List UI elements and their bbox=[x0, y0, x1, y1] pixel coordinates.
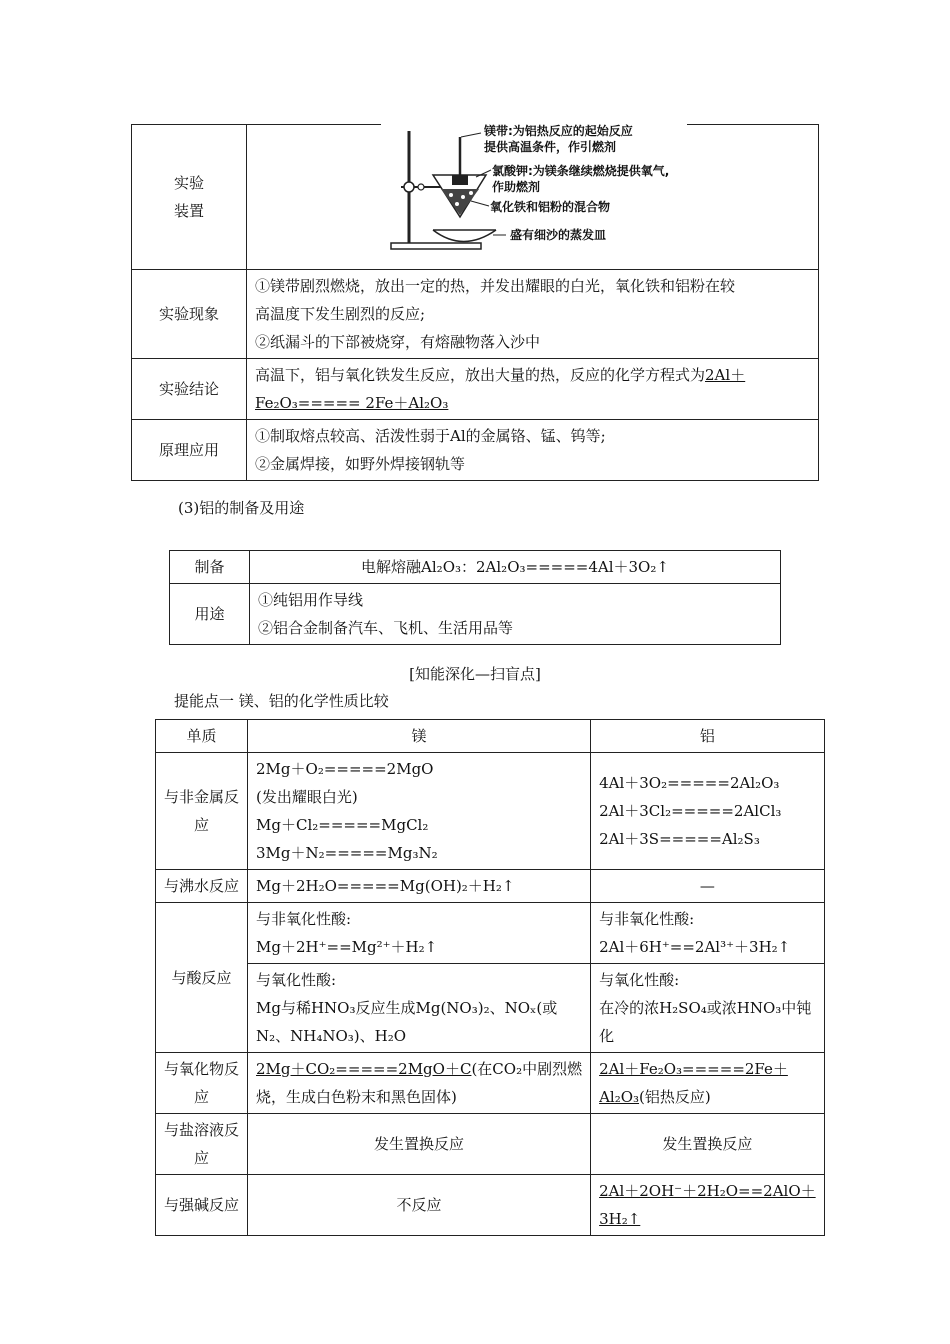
water-mg: Mg＋2H₂O=====Mg(OH)₂＋H₂↑ bbox=[248, 870, 591, 903]
water-row bbox=[156, 870, 825, 903]
apparatus-diagram-cell bbox=[247, 125, 819, 270]
conclusion-label: 实验结论 bbox=[132, 359, 247, 420]
phenomenon-label: 实验现象 bbox=[132, 270, 247, 359]
label-evaporating-dish: 盛有细沙的蒸发皿 bbox=[510, 228, 607, 242]
mg-al-comparison-table bbox=[155, 719, 825, 1236]
nonmetal-label: 与非金属反 应 bbox=[156, 753, 248, 870]
base-al: 2Al＋2OH⁻＋2H₂O==2AlO＋ 3H₂↑ bbox=[591, 1175, 825, 1236]
conclusion-content: 高温下，铝与氧化铁发生反应，放出大量的热，反应的化学方程式为2Al＋ Fe₂O₃===== 2Fe＋Al₂O₃ bbox=[247, 359, 819, 420]
application-label: 原理应用 bbox=[132, 420, 247, 481]
deepen-title: [知能深化—扫盲点] bbox=[409, 665, 541, 683]
point1-title: 提能点一 镁、铝的化学性质比较 bbox=[174, 692, 389, 710]
nonmetal-al: 4Al＋3O₂=====2Al₂O₃ 2Al＋3Cl₂=====2AlCl₃ 2Al＋3S=====Al₂S₃ bbox=[591, 753, 825, 870]
oxide-mg: 2Mg＋CO₂=====2MgO＋C(在CO₂中剧烈燃 烧，生成白色粉末和黑色固体) bbox=[248, 1053, 591, 1114]
acid-al-ox: 与氧化性酸: 在冷的浓H₂SO₄或浓HNO₃中钝 化 bbox=[591, 964, 825, 1053]
nonmetal-row bbox=[156, 753, 825, 870]
use-label: 用途 bbox=[170, 584, 250, 645]
header-al: 铝 bbox=[591, 720, 825, 753]
thermite-experiment-table bbox=[131, 124, 819, 481]
acid-al-nonox: 与非氧化性酸: 2Al＋6H⁺==2Al³⁺＋3H₂↑ bbox=[591, 903, 825, 964]
acid-mg-ox: 与氧化性酸: Mg与稀HNO₃反应生成Mg(NO₃)₂、NOₓ(或 N₂、NH₄NO₃)、H₂O bbox=[248, 964, 591, 1053]
base-row bbox=[156, 1175, 825, 1236]
base-mg: 不反应 bbox=[248, 1175, 591, 1236]
base-label: 与强碱反应 bbox=[156, 1175, 248, 1236]
use-content: ①纯铝用作导线 ②铝合金制备汽车、飞机、生活用品等 bbox=[250, 584, 781, 645]
label-magnesium-ribbon: 镁带:为铝热反应的起始反应 提供高温条件，作引燃剂 bbox=[484, 124, 633, 154]
acid-mg-nonox: 与非氧化性酸: Mg＋2H⁺==Mg²⁺＋H₂↑ bbox=[248, 903, 591, 964]
use-row bbox=[170, 584, 781, 645]
conclusion-row bbox=[132, 359, 819, 420]
phenomenon-content: ①镁带剧烈燃烧，放出一定的热，并发出耀眼的白光，氧化铁和铝粉在较 高温度下发生剧烈的反应; ②纸漏斗的下部被烧穿，有熔融物落入沙中 bbox=[247, 270, 819, 359]
header-row bbox=[156, 720, 825, 753]
prep-label: 制备 bbox=[170, 551, 250, 584]
salt-label: 与盐溶液反 应 bbox=[156, 1114, 248, 1175]
phenomenon-row bbox=[132, 270, 819, 359]
prep-content: 电解熔融Al₂O₃：2Al₂O₃=====4Al＋3O₂↑ bbox=[250, 551, 781, 584]
nonmetal-mg: 2Mg＋O₂=====2MgO (发出耀眼白光) Mg＋Cl₂=====MgCl₂ 3Mg＋N₂=====Mg₃N₂ bbox=[248, 753, 591, 870]
acid-label: 与酸反应 bbox=[156, 903, 248, 1053]
water-al: — bbox=[591, 870, 825, 903]
label-potassium-chlorate: 氯酸钾:为镁条继续燃烧提供氧气, 作助燃剂 bbox=[492, 164, 670, 194]
apparatus-row bbox=[132, 125, 819, 270]
salt-row bbox=[156, 1114, 825, 1175]
prep-row bbox=[170, 551, 781, 584]
application-row bbox=[132, 420, 819, 481]
aluminum-prep-table bbox=[169, 550, 781, 645]
salt-mg: 发生置换反应 bbox=[248, 1114, 591, 1175]
application-content: ①制取熔点较高、活泼性弱于Al的金属铬、锰、钨等; ②金属焊接，如野外焊接钢轨等 bbox=[247, 420, 819, 481]
header-element: 单质 bbox=[156, 720, 248, 753]
oxide-al: 2Al＋Fe₂O₃=====2Fe＋ Al₂O₃(铝热反应) bbox=[591, 1053, 825, 1114]
acid-row-oxidizing bbox=[156, 964, 825, 1053]
section-3-title: (3)铝的制备及用途 bbox=[178, 499, 305, 517]
acid-row-nonoxidizing bbox=[156, 903, 825, 964]
water-label: 与沸水反应 bbox=[156, 870, 248, 903]
apparatus-label: 实验 装置 bbox=[132, 125, 247, 270]
salt-al: 发生置换反应 bbox=[591, 1114, 825, 1175]
oxide-row bbox=[156, 1053, 825, 1114]
header-mg: 镁 bbox=[248, 720, 591, 753]
oxide-label: 与氧化物反 应 bbox=[156, 1053, 248, 1114]
label-mixture: 氧化铁和铝粉的混合物 bbox=[490, 200, 611, 214]
